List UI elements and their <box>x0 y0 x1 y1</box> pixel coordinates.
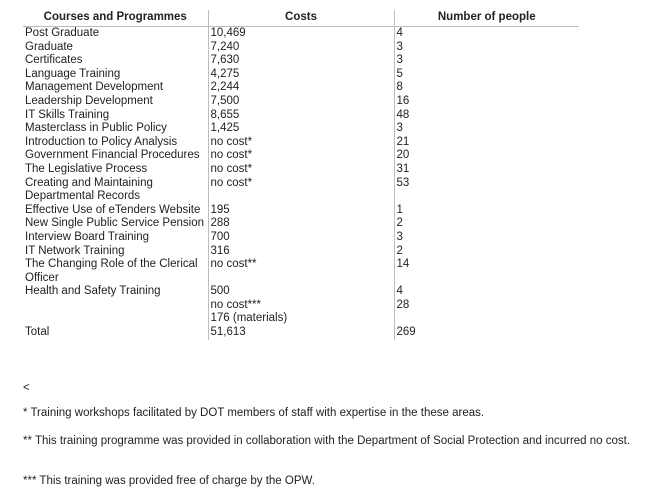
course-cell: The Legislative Process <box>25 162 148 175</box>
header-number-of-people: Number of people <box>394 10 579 27</box>
cost-cell: 195 <box>208 204 394 218</box>
course-cell: New Single Public Service Pension <box>25 217 204 230</box>
cost-cell: no cost* <box>208 177 394 204</box>
training-table-container <box>23 10 583 340</box>
people-cell: 5 <box>394 68 579 82</box>
cost-cell: 1,425 <box>208 122 394 136</box>
people-cell: 3 <box>394 231 579 245</box>
people-cell: 3 <box>394 54 579 68</box>
table-row <box>23 68 579 82</box>
cost-cell: 700 <box>208 231 394 245</box>
course-cell: Masterclass in Public Policy <box>25 122 167 135</box>
header-courses: Courses and Programmes <box>23 10 208 27</box>
people-cell: 20 <box>394 149 579 163</box>
footnote-2: ** This training programme was provided in collaboration with the Department of Social Protection and incurred no cost. <box>23 435 631 447</box>
cost-cell: 500 <box>208 285 394 299</box>
table-row <box>23 54 579 68</box>
course-cell <box>23 299 208 313</box>
footnote-1: * Training workshops facilitated by DOT members of staff with expertise in the these areas. <box>23 407 485 419</box>
header-costs: Costs <box>208 10 394 27</box>
course-cell: Interview Board Training <box>25 230 150 243</box>
table-row <box>23 41 579 55</box>
table-row <box>23 122 579 136</box>
table-row <box>23 231 579 245</box>
table-row <box>23 312 579 326</box>
people-cell: 1 <box>394 204 579 218</box>
table-row <box>23 326 579 340</box>
course-cell: Post Graduate <box>25 27 100 39</box>
people-cell: 4 <box>394 285 579 299</box>
table-row <box>23 163 579 177</box>
course-cell: Certificates <box>25 54 83 67</box>
course-cell: Creating and Maintaining Departmental Records <box>25 176 153 203</box>
table-row <box>23 95 579 109</box>
people-cell <box>394 312 579 326</box>
people-cell: 28 <box>394 299 579 313</box>
course-cell: IT Skills Training <box>25 108 110 121</box>
people-cell: 2 <box>394 245 579 259</box>
course-cell: Management Development <box>25 81 164 94</box>
course-cell: Health and Safety Training <box>25 285 161 298</box>
people-cell: 4 <box>394 27 579 41</box>
course-cell: Government Financial Procedures <box>25 149 200 162</box>
table-row <box>23 109 579 123</box>
people-cell: 48 <box>394 109 579 123</box>
table-header-row <box>23 10 579 27</box>
cost-cell: 8,655 <box>208 109 394 123</box>
training-costs-table <box>23 10 579 340</box>
cost-cell: 316 <box>208 245 394 259</box>
table-row <box>23 204 579 218</box>
table-row <box>23 245 579 259</box>
course-cell: Total <box>25 326 50 339</box>
cost-cell: 176 (materials) <box>208 312 394 326</box>
table-row <box>23 81 579 95</box>
cost-cell: 51,613 <box>208 326 394 340</box>
cost-cell: 7,500 <box>208 95 394 109</box>
course-cell <box>23 312 208 326</box>
people-cell: 3 <box>394 41 579 55</box>
course-cell: Effective Use of eTenders Website <box>25 203 201 216</box>
table-row <box>23 149 579 163</box>
table-row <box>23 299 579 313</box>
course-cell: IT Network Training <box>25 244 125 257</box>
cost-cell: 4,275 <box>208 68 394 82</box>
cost-cell: no cost* <box>208 163 394 177</box>
people-cell: 53 <box>394 177 579 204</box>
table-body <box>23 27 579 340</box>
table-row <box>23 136 579 150</box>
stray-character: < <box>23 382 30 394</box>
footnote-3: *** This training was provided free of charge by the OPW. <box>23 475 315 487</box>
course-cell: Graduate <box>25 40 73 53</box>
table-row <box>23 177 579 204</box>
course-cell: The Changing Role of the Clerical Officer <box>25 258 198 284</box>
cost-cell: 288 <box>208 217 394 231</box>
table-row <box>23 285 579 299</box>
cost-cell: 2,244 <box>208 81 394 95</box>
table-row <box>23 27 579 41</box>
people-cell: 269 <box>394 326 579 340</box>
course-cell: Introduction to Policy Analysis <box>25 135 178 148</box>
people-cell: 3 <box>394 122 579 136</box>
people-cell: 16 <box>394 95 579 109</box>
people-cell: 8 <box>394 81 579 95</box>
course-cell: Leadership Development <box>25 94 153 107</box>
people-cell: 2 <box>394 217 579 231</box>
cost-cell: no cost* <box>208 149 394 163</box>
table-row <box>23 258 579 285</box>
cost-cell: no cost* <box>208 136 394 150</box>
table-row <box>23 217 579 231</box>
cost-cell: no cost*** <box>208 299 394 313</box>
cost-cell: no cost** <box>208 258 394 285</box>
course-cell: Language Training <box>25 67 121 80</box>
people-cell: 14 <box>394 258 579 285</box>
people-cell: 31 <box>394 163 579 177</box>
cost-cell: 7,630 <box>208 54 394 68</box>
cost-cell: 7,240 <box>208 41 394 55</box>
cost-cell: 10,469 <box>208 27 394 41</box>
people-cell: 21 <box>394 136 579 150</box>
